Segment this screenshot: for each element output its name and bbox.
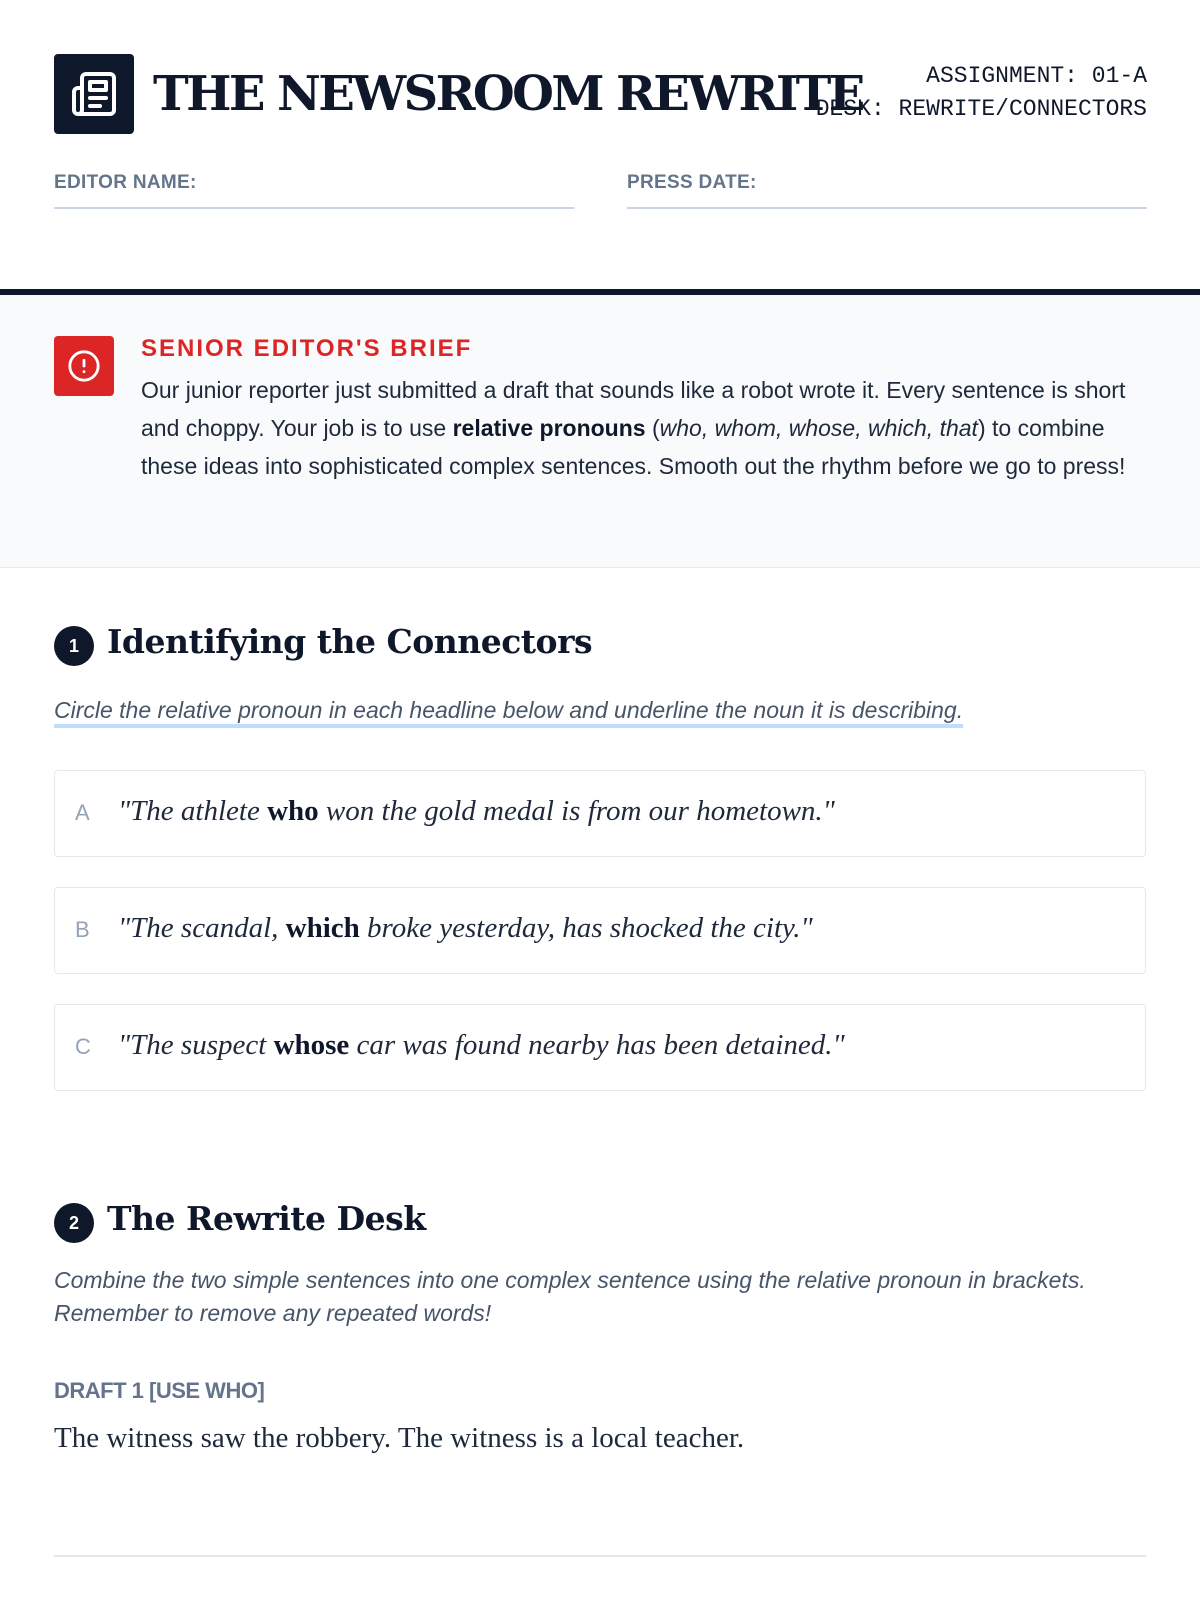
alert-badge: [54, 336, 114, 396]
relative-pronoun: which: [285, 912, 360, 944]
logo: [54, 54, 134, 134]
alert-icon: [67, 349, 101, 383]
relative-pronoun: who: [267, 795, 319, 827]
newspaper-icon: [70, 70, 118, 118]
editor-name-field[interactable]: [54, 207, 574, 209]
headline-text: "The scandal, which broke yesterday, has shocked the city.": [118, 912, 813, 944]
section-1-instruction: Circle the relative pronoun in each headline below and underline the noun it is describing.: [54, 697, 964, 723]
editor-brief: [0, 295, 1200, 568]
section-2-instruction: Combine the two simple sentences into one complex sentence using the relative pronoun in brackets. Remember to remove any repeated words!: [54, 1267, 1086, 1326]
brief-title: SENIOR EDITOR'S BRIEF: [141, 335, 473, 362]
section-1-number: 1: [54, 626, 94, 666]
headline-card[interactable]: [54, 1004, 1146, 1091]
worksheet-header: [0, 0, 1200, 292]
draft-sentence: The witness saw the robbery. The witness is a local teacher.: [54, 1422, 745, 1454]
assignment-meta: [816, 60, 1147, 126]
headline-letter: C: [75, 1034, 91, 1059]
page-title: THE NEWSROOM REWRITE: [153, 66, 863, 122]
section-1-title: Identifying the Connectors: [107, 622, 593, 661]
brief-key-term: relative pronouns: [452, 415, 646, 441]
brief-pronoun-list: who, whom, whose, which, that: [659, 415, 978, 441]
headline-letter: A: [75, 800, 90, 825]
brief-text: Our junior reporter just submitted a draft that sounds like a robot wrote it. Every sentence is short and choppy. Your job is to use relative pronouns (who, whom, whose, which, that) to combine these ideas into sophisticated complex sentences. Smooth out the rhythm before we go to press!: [141, 377, 1126, 479]
answer-line[interactable]: [54, 1555, 1146, 1557]
press-date-label: PRESS DATE:: [627, 172, 757, 193]
desk-label: DESK: REWRITE/CONNECTORS: [815, 96, 1147, 122]
assignment-code: ASSIGNMENT: 01-A: [926, 63, 1147, 89]
headline-text: "The suspect whose car was found nearby has been detained.": [118, 1029, 845, 1061]
relative-pronoun: whose: [273, 1029, 350, 1061]
headline-card[interactable]: [54, 770, 1146, 857]
headline-letter: B: [75, 917, 90, 942]
headline-text: "The athlete who won the gold medal is from our hometown.": [118, 795, 835, 827]
editor-name-label: EDITOR NAME:: [54, 172, 197, 193]
draft-label: DRAFT 1 [USE WHO]: [54, 1378, 265, 1403]
section-2-title: The Rewrite Desk: [107, 1199, 426, 1238]
press-date-field[interactable]: [627, 207, 1147, 209]
section-2-number: 2: [54, 1203, 94, 1243]
headline-card[interactable]: [54, 887, 1146, 974]
